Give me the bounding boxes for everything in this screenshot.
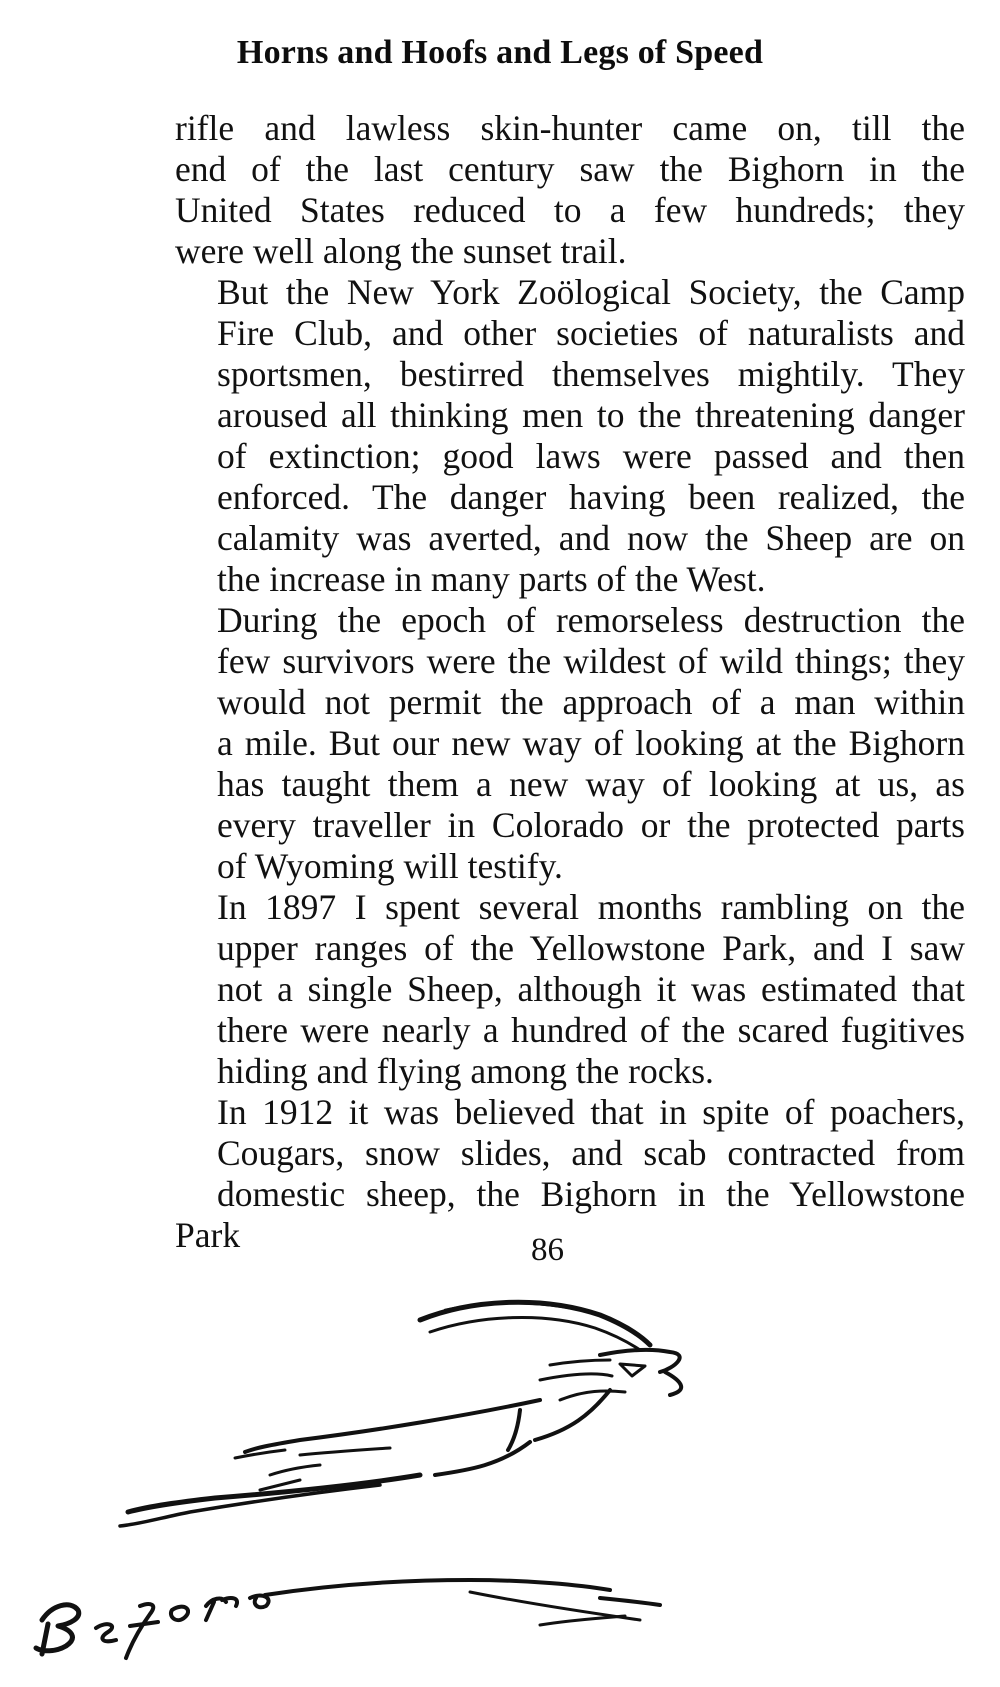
eye-stroke — [620, 1364, 645, 1376]
text-line: end of the last century saw the Bighorn in the — [175, 149, 965, 189]
ground-stroke — [600, 1598, 660, 1605]
body-stroke — [300, 1448, 390, 1455]
handwritten-before-caption — [171, 1607, 188, 1620]
text-line: the increase in many parts of the West. — [217, 559, 766, 599]
paragraph-4 — [175, 887, 965, 1092]
text-line: upper ranges of the Yellowstone Park, and I saw — [217, 928, 965, 968]
text-line: aroused all thinking men to the threatening danger — [217, 395, 965, 435]
text-line: In 1897 I spent several months rambling on the — [217, 887, 965, 927]
ground-stroke — [540, 1616, 625, 1625]
leg-stroke — [270, 1465, 320, 1475]
text-line: United States reduced to a few hundreds; they — [175, 190, 965, 230]
handwritten-before-caption — [96, 1624, 116, 1641]
head-stroke — [665, 1372, 681, 1395]
handwritten-before-caption — [250, 1596, 269, 1608]
text-line: a mile. But our new way of looking at the Bighorn — [217, 723, 965, 763]
text-line: calamity was averted, and now the Sheep are on — [217, 518, 965, 558]
neck-stroke — [560, 1391, 625, 1400]
text-line: would not permit the approach of a man within — [217, 682, 965, 722]
body-stroke — [245, 1400, 540, 1452]
neck-stroke — [540, 1374, 612, 1380]
neck-stroke — [550, 1360, 610, 1365]
shoulder-stroke — [508, 1410, 520, 1450]
text-line: Cougars, snow slides, and scab contracted from — [217, 1133, 965, 1173]
text-line: Fire Club, and other societies of naturalists and — [217, 313, 965, 353]
text-line: few survivors were the wildest of wild things; they — [217, 641, 965, 681]
text-line: During the epoch of remorseless destruction the — [217, 600, 965, 640]
bighorn-leaping-drawing — [0, 1280, 1000, 1687]
text-line: not a single Sheep, although it was estimated that — [217, 969, 965, 1009]
body-text — [175, 108, 965, 1256]
bighorn-sketch-illustration — [0, 1280, 1000, 1687]
text-line: domestic sheep, the Bighorn in the Yellowstone Park — [175, 1174, 965, 1255]
back-stroke — [535, 1390, 610, 1440]
running-head: Horns and Hoofs and Legs of Speed — [236, 34, 764, 71]
text-line: rifle and lawless skin-hunter came on, till the — [175, 108, 965, 148]
text-line: of Wyoming will testify. — [217, 846, 563, 886]
handwritten-before-caption — [126, 1604, 158, 1658]
text-line: every traveller in Colorado or the protected parts — [217, 805, 965, 845]
text-line: In 1912 it was believed that in spite of poachers, — [217, 1092, 965, 1132]
text-line: But the New York Zoölogical Society, the Camp — [217, 272, 965, 312]
text-line: of extinction; good laws were passed and then — [217, 436, 965, 476]
text-line: were well along the sunset trail. — [175, 231, 627, 271]
text-line: sportsmen, bestirred themselves mightily. They — [217, 354, 965, 394]
back-stroke — [435, 1442, 530, 1475]
text-line: enforced. The danger having been realized, the — [217, 477, 965, 517]
text-line: there were nearly a hundred of the scared fugitives — [217, 1010, 965, 1050]
paragraph-1 — [175, 108, 965, 272]
handwritten-before-caption — [36, 1605, 79, 1654]
text-line: hiding and flying among the rocks. — [217, 1051, 714, 1091]
leg-stroke — [235, 1450, 285, 1458]
page-number: 86 — [531, 1232, 564, 1268]
horn-stroke — [430, 1317, 640, 1350]
handwritten-before-caption — [206, 1598, 237, 1620]
paragraph-3 — [175, 600, 965, 887]
horn-stroke — [445, 1303, 610, 1318]
ground-stroke — [265, 1580, 610, 1595]
paragraph-2 — [175, 272, 965, 600]
leg-stroke — [128, 1475, 420, 1512]
text-line: has taught them a new way of looking at us, as — [217, 764, 965, 804]
